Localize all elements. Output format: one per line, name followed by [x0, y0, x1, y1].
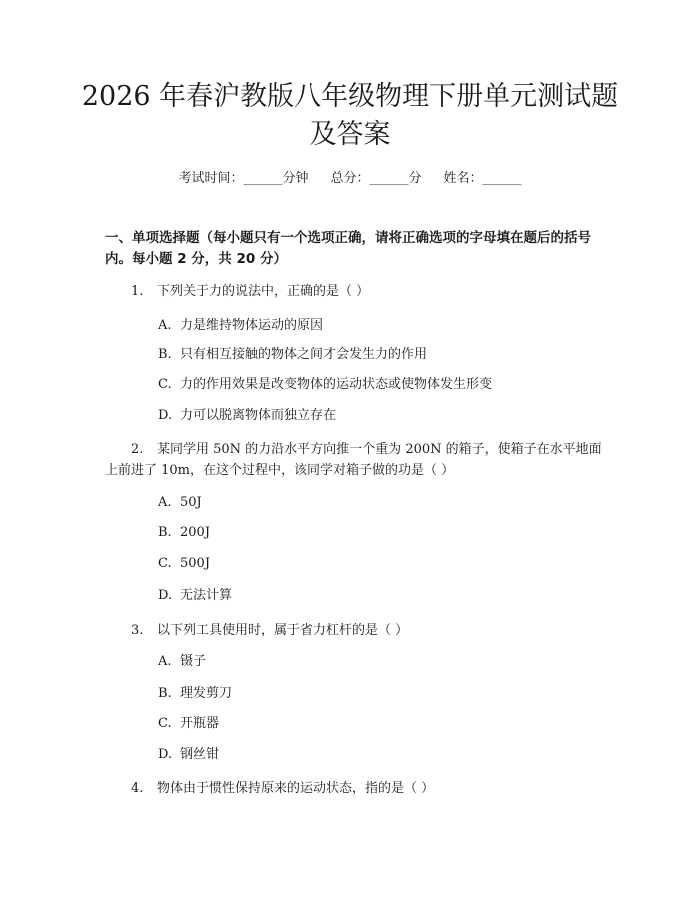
question-stem: 下列关于力的说法中，正确的是（ ） [157, 284, 370, 299]
question-3-option-c: C. 开瓶器 [158, 716, 220, 731]
question-2-option-a: A. 50J [158, 495, 202, 510]
question-number: 4. [131, 781, 144, 796]
question-1-option-b: B. 只有相互接触的物体之间才会发生力的作用 [158, 347, 428, 362]
question-stem: 某同学用 50N 的力沿水平方向推一个重为 200N 的箱子，使箱子在水平地面上前进了 10m，在这个过程中，该同学对箱子做的功是（ ） [105, 442, 602, 478]
exam-total-score: 总分：______分 [330, 171, 422, 186]
exam-student-name: 姓名：______ [443, 171, 522, 186]
question-3-option-d: D. 钢丝钳 [158, 747, 220, 762]
question-number: 3. [131, 623, 144, 638]
question-stem: 物体由于惯性保持原来的运动状态，指的是（ ） [157, 781, 435, 796]
question-1-option-c: C. 力的作用效果是改变物体的运动状态或使物体发生形变 [158, 377, 493, 392]
document-title: 2026 年春沪教版八年级物理下册单元测试题及答案 [81, 81, 619, 150]
question-3-option-a: A. 镊子 [158, 654, 207, 669]
question-1 [105, 281, 605, 302]
question-2-option-d: D. 无法计算 [158, 588, 233, 603]
question-stem: 以下列工具使用时，属于省力杠杆的是（ ） [157, 623, 409, 638]
question-2-option-c: C. 500J [158, 556, 211, 571]
question-number: 2. [131, 442, 144, 457]
exam-time: 考试时间：______分钟 [178, 171, 309, 186]
question-number: 1. [131, 284, 144, 299]
question-2-option-b: B. 200J [158, 525, 211, 540]
exam-meta [0, 170, 700, 188]
section-heading: 一、单项选择题（每小题只有一个选项正确，请将正确选项的字母填在题后的括号内。每小题 2 分，共 20 分） [105, 230, 591, 267]
question-4 [105, 778, 605, 799]
question-3-option-b: B. 理发剪刀 [158, 686, 233, 701]
question-1-option-a: A. 力是维持物体运动的原因 [158, 318, 324, 333]
question-1-option-d: D. 力可以脱离物体而独立存在 [158, 408, 337, 423]
question-2 [105, 439, 605, 481]
question-3 [105, 620, 605, 641]
